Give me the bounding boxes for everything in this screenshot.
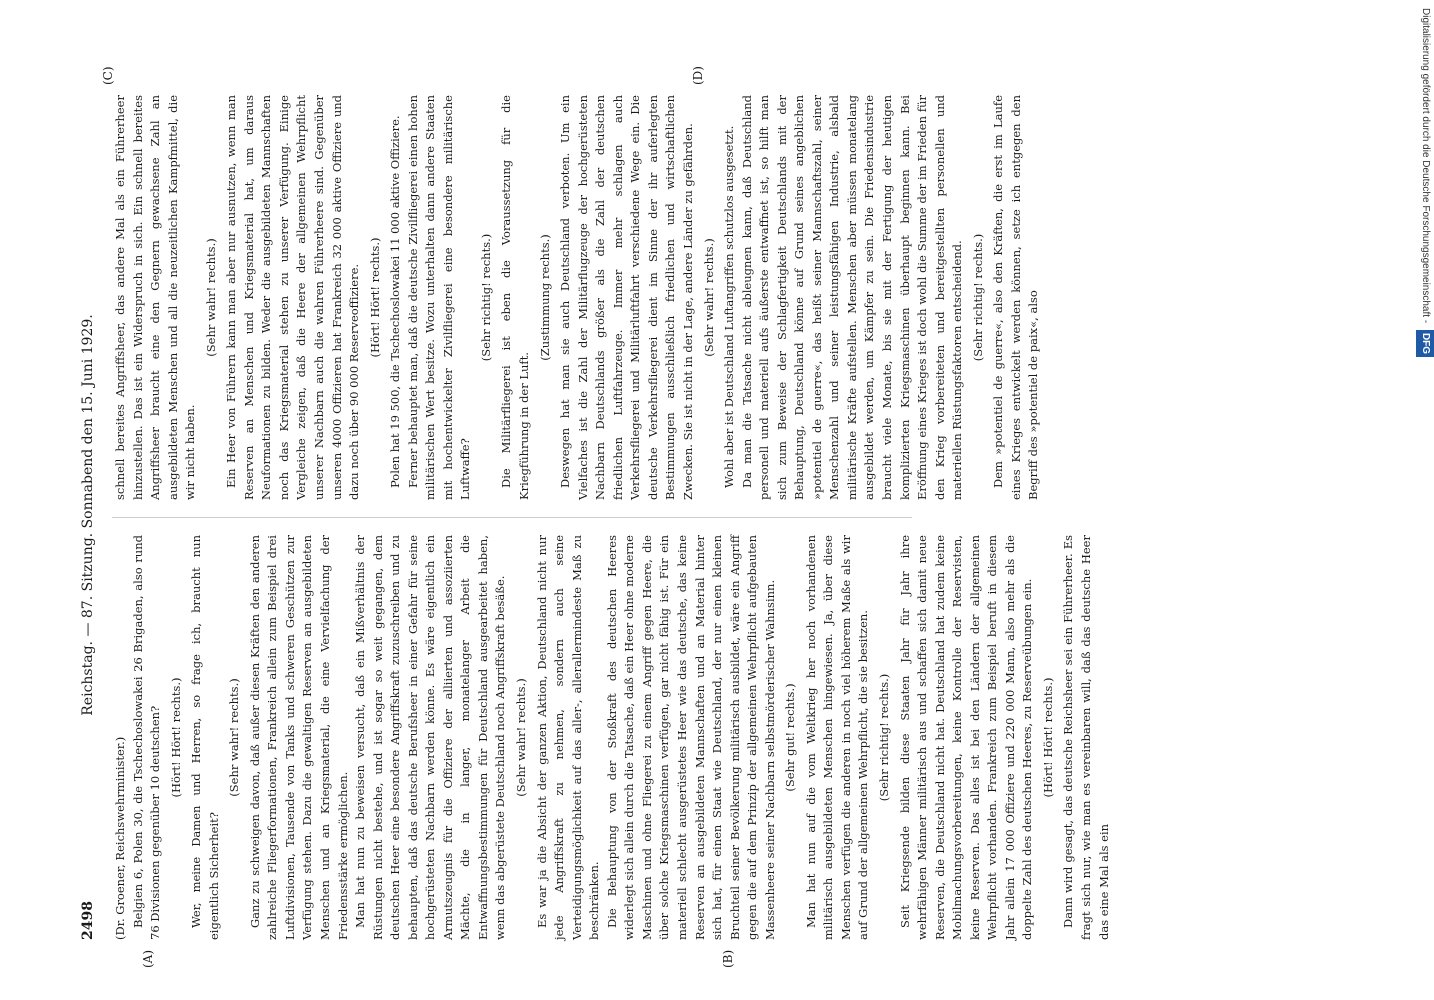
paragraph: schnell bereites Angriffsheer, das andere Mal als ein Führerheer hinzustellen. Das ist ein Widerspruch in sich. Ein schnell bereites Angriffsheer braucht eine den Gegnern gewachsene Zahl an ausgebildeten Menschen und all die neuzeitlichen Kampfmittel, die wir nicht haben.: [113, 95, 198, 500]
interjection: (Hört! Hört! rechts.): [1040, 677, 1055, 798]
digitization-credit: [1410, 8, 1434, 992]
rotated-page: [80, 66, 1360, 968]
paragraph: Es war ja die Absicht der ganzen Aktion, Deutschland nicht nur jede Angriffskraft zu nehmen, sondern auch seine Verteidigungsmöglichkeit auf das aller-, allerallermindeste Maß zu beschränken.: [534, 535, 602, 940]
paragraph: Wer, meine Damen und Herren, so frage ich, braucht nun eigentlich Sicherheit?: [189, 535, 221, 940]
left-column: [112, 535, 1111, 940]
interjection: (Hört! Hört! rechts.): [168, 677, 183, 798]
header-title: Reichstag. — 87. Sitzung. Sonnabend den 15. Juni 1929.: [80, 314, 96, 716]
page-header: [80, 90, 102, 940]
margin-mark-c: (C): [101, 66, 115, 85]
credit-text: Digitalisierung gefördert durch die Deutsche Forschungsgemeinschaft -: [1420, 8, 1431, 324]
paragraph: Man hat nun zu beweisen versucht, daß ein Mißverhältnis der Rüstungen nicht bestehe, und ist sogar so weit gegangen, dem deutschen Heer eine besondere Angriffskraft zuzuschreiben und zu behaupten, daß das deutsche Berufsheer in einer Gefahr für seine hochgerüsteten Nachbarn werden könne. Es wäre eigentlich ein Armutszeugnis für die Offiziere der alliierten und assoziierten Mächte, die in langer, monatelanger Arbeit die Entwaffnungsbestimmungen für Deutschland ausgearbeitet haben, wenn das abgerüstete Deutschland noch Angriffskraft besäße.: [353, 535, 508, 940]
paragraph: Dann wird gesagt, das deutsche Reichsheer sei ein Führerheer. Es fragt sich nur, wie man es vereinbaren will, daß das deutsche Heer das eine Mal als ein: [1061, 535, 1111, 940]
paragraph: Ganz zu schweigen davon, daß außer diesen Kräften den anderen zahlreiche Fliegerformationen, Frankreich allein zum Beispiel drei Luftdivisionen, Tausende von Tanks und schweren Geschützen zur Verfügung stehen. Dazu die gewaltigen Reserven an ausgebildeten Menschen und an Kriegsmaterial, die eine Vervielfachung der Friedensstärke ermöglichen.: [247, 535, 350, 940]
paragraph: Man hat nun auf die vom Weltkrieg her noch vorhandenen militärisch ausgebildeten Menschen hingewiesen. Ja, über diese Menschen verfügen die anderen in noch viel höherem Maße als wir auf Grund der allgemeinen Wehrpflicht, die sie besitzen.: [803, 535, 871, 940]
paragraph: Wohl aber ist Deutschland Luftangriffen schutzlos ausgesetzt.: [722, 125, 737, 488]
paragraph: Die Behauptung von der Stoßkraft des deutschen Heeres widerlegt sich allein durch die Tatsache, daß ein Heer ohne moderne Maschinen und ohne Fliegerei zu einem Angriff gegen Heere, die über solche Kriegsmaschinen verfügen, gar nicht fähig ist. Für ein materiell schlecht ausgerüstetes Heer wie das deutsche, das keine Reserven an ausgebildeten Mannschaften und an Material hinter sich hat, für einen Staat wie Deutschland, der nur einen kleinen Bruchteil seiner Bevölkerung militärisch ausbildet, wäre ein Angriff gegen die auf dem Prinzip der allgemeinen Wehrpflicht aufgebauten Massenheere seiner Nachbarn selbstmörderischer Wahnsinn.: [604, 535, 777, 940]
right-column: [112, 95, 1041, 500]
interjection: (Sehr gut! rechts.): [783, 683, 798, 792]
interjection: (Sehr wahr! rechts.): [227, 678, 242, 797]
paragraph: Deswegen hat man sie auch Deutschland verboten. Um ein Vielfaches ist die Zahl der Militärflugzeuge der hochgerüsteten Nachbarn Deutschlands größer als die Zahl der deutschen friedlichen Luftfahrzeuge. Immer mehr schlagen auch Verkehrsfliegerei und Militärluftfahrt verschiedene Wege ein. Die deutsche Verkehrsfliegerei dient im Sinne der ihr auferlegten Bestimmungen ausschließlich friedlichen und wirtschaftlichen Zwecken. Sie ist nicht in der Lage, andere Länder zu gefährden.: [558, 95, 695, 500]
interjection: (Sehr wahr! rechts.): [203, 238, 218, 357]
interjection: (Sehr wahr! rechts.): [701, 238, 716, 357]
paragraph: Seit Kriegsende bilden diese Staaten Jahr für Jahr ihre wehrfähigen Männer militärisch aus und schaffen sich damit neue Reserven, die Deutschland nicht hat. Deutschland hat zudem keine Mobilmachungsvorbereitungen, keine Kontrolle der Reservisten, keine Reserven. Das alles ist bei den Ländern der allgemeinen Wehrpflicht vorhanden. Frankreich zum Beispiel beruft in diesem Jahr allein 17 000 Offiziere und 220 000 Mann, also mehr als die doppelte Zahl des deutschen Heeres, zu Reserveübungen ein.: [897, 535, 1035, 940]
interjection: (Hört! Hört! rechts.): [367, 237, 382, 358]
interjection: (Sehr richtig! rechts.): [876, 673, 891, 802]
margin-mark-a: (A): [141, 949, 155, 968]
column-divider: [112, 517, 912, 518]
dfg-logo: DFG: [1416, 330, 1434, 357]
interjection: (Sehr richtig! rechts.): [478, 233, 493, 362]
margin-mark-d: (D): [691, 66, 705, 85]
page-number: 2498: [80, 901, 96, 940]
paragraph: Belgien 6, Polen 30, die Tschechoslowakei 26 Brigaden, also rund 76 Divisionen gegenüber 10 deutschen?: [130, 535, 163, 940]
margin-mark-b: (B): [721, 949, 735, 968]
interjection: (Sehr wahr! rechts.): [514, 678, 529, 797]
paragraph: Da man die Tatsache nicht ableugnen kann, daß Deutschland personell und materiell aufs äußerste entwaffnet ist, so hilft man sich zum Beweise der Schlagfertigkeit Deutschlands mit der Behauptung, Deutschland könne auf Grund seines angeblichen »potentiel de guerre«, das heißt seiner Mannschaftszahl, seiner Menschenzahl und seiner leistungsfähigen Industrie, alsbald militärische Kräfte aufstellen. Menschen aber müssen monatelang ausgebildet werden, um Kämpfer zu sein. Die Friedensindustrie braucht viele Monate, bis sie mit der Fertigung der heutigen komplizierten Kriegsmaschinen überhaupt beginnen kann. Bei Eröffnung eines Krieges ist doch wohl die Summe der im Frieden für den Krieg vorbereiteten und bereitgestellten personellen und materiellen Rüstungsfaktoren entscheidend.: [739, 95, 965, 500]
speaker-intro: (Dr. Groener, Reichswehrminister.): [113, 736, 127, 940]
interjection: (Sehr richtig! rechts.): [970, 233, 985, 362]
paragraph: Dem »potentiel de guerre«, also den Kräften, die erst im Laufe eines Krieges entwickelt werden können, setze ich entgegen den Begriff des »potentiel de paix«, also: [991, 95, 1041, 500]
interjection: (Zustimmung rechts.): [537, 234, 552, 361]
paragraph: Ferner behauptet man, daß die deutsche Zivilfliegerei einen hohen militärischen Wert besitze. Wozu unterhalten dann andere Staaten mit hochentwickelter Zivilfliegerei eine besondere militärische Luftwaffe?: [405, 95, 473, 500]
paragraph: Ein Heer von Führern kann man aber nur ausnutzen, wenn man Reserven an Menschen und Kriegsmaterial hat, um daraus Neuformationen zu bilden. Weder die ausgebildeten Mannschaften noch das Kriegsmaterial stehen zu unserer Verfügung. Einige Vergleiche zeigen, daß die Heere der allgemeinen Wehrpflicht unserer Nachbarn auch die wahren Führerheere sind. Gegenüber unseren 4000 Offizieren hat Frankreich 32 000 aktive Offiziere und dazu noch über 90 000 Reserveoffiziere.: [224, 95, 362, 500]
paragraph: Die Militärfliegerei ist eben die Voraussetzung für die Kriegführung in der Luft.: [499, 95, 532, 500]
paragraph: Polen hat 19 500, die Tschechoslowakei 11 000 aktive Offiziere.: [388, 115, 403, 488]
